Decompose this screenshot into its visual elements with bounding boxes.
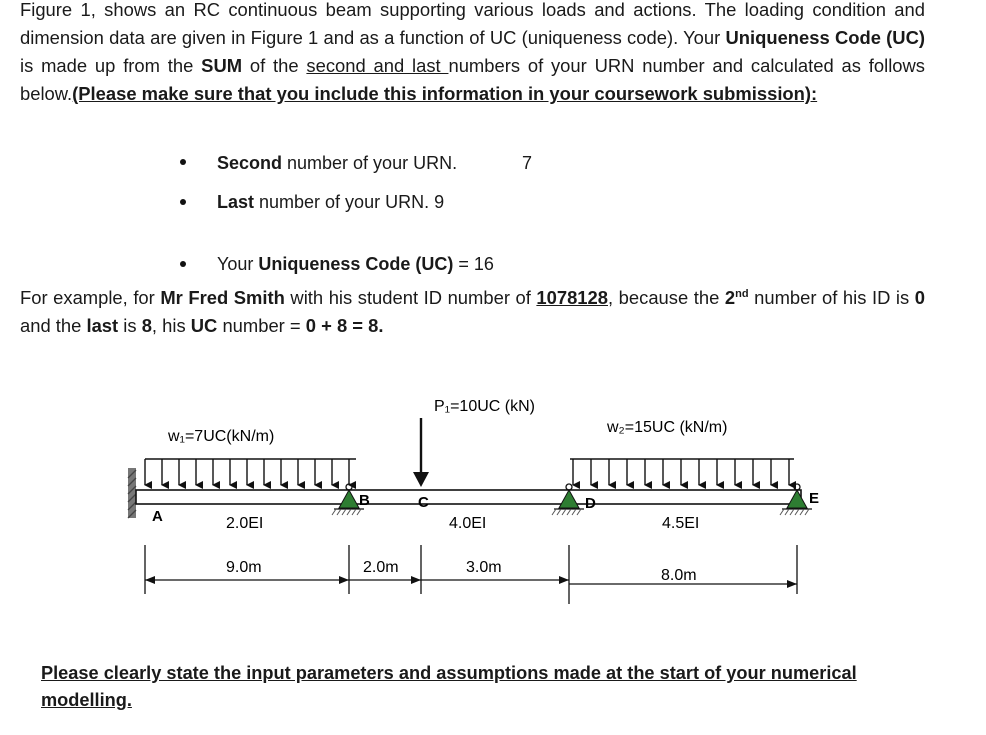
example-text: and the bbox=[20, 315, 87, 337]
p1-label: P₁=10UC (kN) bbox=[434, 398, 535, 415]
sum-term: SUM bbox=[201, 55, 243, 76]
example-text: , his bbox=[151, 315, 191, 337]
intro-text: is made up from the bbox=[20, 55, 202, 76]
footer-note: Please clearly state the input parameters and assumptions made at the start of your numerical modelling. bbox=[41, 663, 857, 710]
example-sum: 0 + 8 = 8. bbox=[305, 315, 384, 337]
uc-value: = 16 bbox=[453, 254, 494, 274]
stiffness-de: 4.5EI bbox=[662, 515, 700, 532]
uc-pre: Your bbox=[217, 254, 259, 274]
example-text: with his student ID number of bbox=[284, 287, 537, 309]
second-value: 7 bbox=[522, 153, 533, 173]
example-id: 1078128 bbox=[536, 287, 608, 309]
intro-text: of the bbox=[242, 55, 307, 76]
example-text: For example, for bbox=[20, 287, 161, 309]
udl-w1 bbox=[145, 459, 356, 485]
stiffness-ab: 2.0EI bbox=[226, 515, 264, 532]
example-name: Mr Fred Smith bbox=[160, 287, 285, 309]
beam bbox=[136, 490, 801, 504]
second-text: number of your URN. bbox=[282, 153, 458, 173]
example-uc: UC bbox=[190, 315, 218, 337]
dim-ab: 9.0m bbox=[226, 559, 262, 576]
node-e-label: E bbox=[809, 490, 820, 507]
intro-text: Figure 1, shows an RC continuous beam supporting various loads and actions. The loading condition and dimension data are given in Figure 1 and as a function of UC (uniqueness code). Your bbox=[20, 0, 925, 48]
node-b-label: B bbox=[359, 492, 370, 509]
last-label: Last bbox=[217, 192, 255, 212]
last-text: number of your URN. 9 bbox=[254, 192, 445, 212]
node-d-label: D bbox=[585, 495, 596, 512]
example-text: number = bbox=[217, 315, 306, 337]
example-digit: 0 bbox=[914, 287, 926, 309]
w2-label: w₂=15UC (kN/m) bbox=[607, 419, 728, 436]
dim-bc: 2.0m bbox=[363, 559, 399, 576]
example-ordinal: 2 bbox=[724, 287, 736, 309]
example-text: is bbox=[118, 315, 142, 337]
uc-label: Uniqueness Code (UC) bbox=[258, 254, 454, 274]
udl-w2 bbox=[570, 459, 794, 485]
intro-text: numbers of your URN number and calculated as follows below. bbox=[20, 55, 925, 104]
node-c-label: C bbox=[418, 494, 429, 511]
example-text: , because the bbox=[608, 287, 725, 309]
stiffness-cd: 4.0EI bbox=[449, 515, 487, 532]
example-ordinal-suffix: nd bbox=[735, 288, 749, 300]
dim-de: 8.0m bbox=[661, 567, 697, 584]
example-digit: 8 bbox=[141, 315, 152, 337]
example-text: number of his ID is bbox=[748, 287, 915, 309]
uc-term: Uniqueness Code (UC) bbox=[725, 27, 925, 48]
submission-note: (Please make sure that you include this information in your coursework submission): bbox=[72, 83, 818, 104]
second-last-term: second and last bbox=[306, 55, 449, 76]
w1-label: w₁=7UC(kN/m) bbox=[168, 428, 275, 445]
node-a-label: A bbox=[152, 508, 163, 525]
point-load-p1 bbox=[413, 418, 429, 487]
dim-cd: 3.0m bbox=[466, 559, 502, 576]
second-label: Second bbox=[217, 153, 283, 173]
example-last: last bbox=[86, 315, 119, 337]
fixed-support-a bbox=[128, 468, 136, 518]
